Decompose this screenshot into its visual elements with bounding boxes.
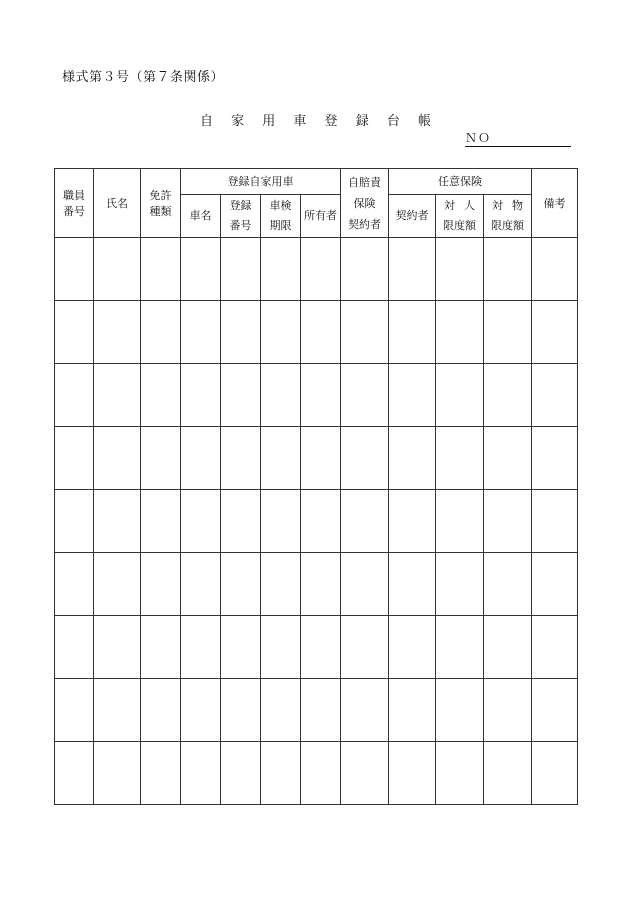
number-label: ＮＯ [465,131,492,145]
header-car-name: 車名 [181,195,221,238]
table-cell[interactable] [261,238,301,301]
table-cell[interactable] [484,427,532,490]
table-cell[interactable] [94,490,141,553]
table-cell[interactable] [301,301,341,364]
vehicle-register-table [54,168,578,805]
table-row [55,553,578,616]
table-cell[interactable] [261,301,301,364]
table-cell[interactable] [55,742,94,805]
table-cell[interactable] [55,301,94,364]
header-staff-number: 職員 番号 [55,169,94,238]
register-body [55,238,578,805]
table-cell[interactable] [341,427,389,490]
table-cell[interactable] [484,679,532,742]
table-cell[interactable] [341,616,389,679]
table-cell[interactable] [221,553,261,616]
table-cell[interactable] [261,490,301,553]
table-cell[interactable] [221,490,261,553]
table-cell[interactable] [532,616,578,679]
table-cell[interactable] [436,616,484,679]
table-cell[interactable] [532,490,578,553]
header-registered-car: 登録自家用車 [181,169,341,195]
table-cell[interactable] [389,427,436,490]
table-cell[interactable] [532,301,578,364]
table-cell[interactable] [55,364,94,427]
table-cell[interactable] [94,301,141,364]
table-cell[interactable] [389,490,436,553]
table-cell[interactable] [389,364,436,427]
table-cell[interactable] [94,679,141,742]
table-cell[interactable] [181,490,221,553]
table-cell[interactable] [181,553,221,616]
table-cell[interactable] [141,364,181,427]
table-cell[interactable] [301,679,341,742]
table-cell[interactable] [436,427,484,490]
table-cell[interactable] [484,238,532,301]
table-cell[interactable] [261,742,301,805]
table-cell[interactable] [221,616,261,679]
table-cell[interactable] [436,742,484,805]
header-license-type: 免許 種類 [141,169,181,238]
header-property-limit: 対 物 限度額 [484,195,532,238]
table-cell[interactable] [221,427,261,490]
table-cell[interactable] [436,238,484,301]
table-cell[interactable] [181,679,221,742]
table-cell[interactable] [141,238,181,301]
table-cell[interactable] [94,742,141,805]
table-cell[interactable] [141,490,181,553]
table-cell[interactable] [301,364,341,427]
table-cell[interactable] [141,301,181,364]
table-cell[interactable] [221,238,261,301]
table-cell[interactable] [141,742,181,805]
table-row [55,238,578,301]
table-cell[interactable] [94,553,141,616]
table-cell[interactable] [436,553,484,616]
table-cell[interactable] [55,553,94,616]
table-cell[interactable] [221,679,261,742]
table-cell[interactable] [55,616,94,679]
table-cell[interactable] [484,553,532,616]
table-cell[interactable] [484,301,532,364]
table-row [55,364,578,427]
header-bodily-limit: 対 人 限度額 [436,195,484,238]
table-cell[interactable] [484,616,532,679]
table-row [55,679,578,742]
table-cell[interactable] [181,301,221,364]
table-cell[interactable] [389,553,436,616]
table-cell[interactable] [301,742,341,805]
table-cell[interactable] [436,490,484,553]
header-compulsory-insurance: 自賠責 保険 契約者 [341,169,389,238]
table-cell[interactable] [484,364,532,427]
table-cell[interactable] [181,364,221,427]
table-cell[interactable] [301,238,341,301]
table-cell[interactable] [341,553,389,616]
table-cell[interactable] [389,301,436,364]
table-cell[interactable] [389,742,436,805]
header-contractor: 契約者 [389,195,436,238]
table-cell[interactable] [55,427,94,490]
table-cell[interactable] [389,679,436,742]
table-row [55,490,578,553]
header-owner: 所有者 [301,195,341,238]
table-cell[interactable] [261,427,301,490]
table-cell[interactable] [55,238,94,301]
table-cell[interactable] [261,364,301,427]
table-row [55,301,578,364]
table-cell[interactable] [532,238,578,301]
header-name: 氏名 [94,169,141,238]
table-cell[interactable] [341,679,389,742]
table-cell[interactable] [181,742,221,805]
header-remarks: 備考 [532,169,578,238]
table-cell[interactable] [141,616,181,679]
table-cell[interactable] [221,301,261,364]
table-cell[interactable] [341,301,389,364]
table-cell[interactable] [436,679,484,742]
table-cell[interactable] [484,742,532,805]
table-cell[interactable] [301,553,341,616]
table-cell[interactable] [221,742,261,805]
table-cell[interactable] [261,616,301,679]
table-cell[interactable] [221,364,261,427]
table-cell[interactable] [261,679,301,742]
header-voluntary-insurance: 任意保険 [389,169,532,195]
table-cell[interactable] [532,364,578,427]
table-cell[interactable] [532,679,578,742]
table-cell[interactable] [55,490,94,553]
table-cell[interactable] [94,364,141,427]
table-cell[interactable] [301,616,341,679]
table-cell[interactable] [55,679,94,742]
table-cell[interactable] [94,238,141,301]
table-cell[interactable] [484,490,532,553]
table-row [55,616,578,679]
table-cell[interactable] [141,679,181,742]
table-cell[interactable] [532,553,578,616]
number-field[interactable] [465,130,571,147]
table-cell[interactable] [181,427,221,490]
table-row [55,742,578,805]
table-cell[interactable] [181,238,221,301]
table-row [55,427,578,490]
table-cell[interactable] [94,616,141,679]
table-cell[interactable] [141,427,181,490]
table-cell[interactable] [301,490,341,553]
header-inspection-expiry: 車検 期限 [261,195,301,238]
table-cell[interactable] [341,364,389,427]
table-cell[interactable] [341,238,389,301]
table-cell[interactable] [436,301,484,364]
table-cell[interactable] [301,427,341,490]
table-cell[interactable] [261,553,301,616]
table-cell[interactable] [436,364,484,427]
table-cell[interactable] [141,553,181,616]
table-cell[interactable] [94,427,141,490]
table-cell[interactable] [341,490,389,553]
header-registration-number: 登録 番号 [221,195,261,238]
table-cell[interactable] [389,238,436,301]
table-cell[interactable] [181,616,221,679]
table-cell[interactable] [532,742,578,805]
table-cell[interactable] [389,616,436,679]
form-number: 様式第３号（第７条関係） [62,70,225,85]
table-cell[interactable] [341,742,389,805]
table-cell[interactable] [532,427,578,490]
document-title: 自 家 用 車 登 録 台 帳 [200,114,438,129]
